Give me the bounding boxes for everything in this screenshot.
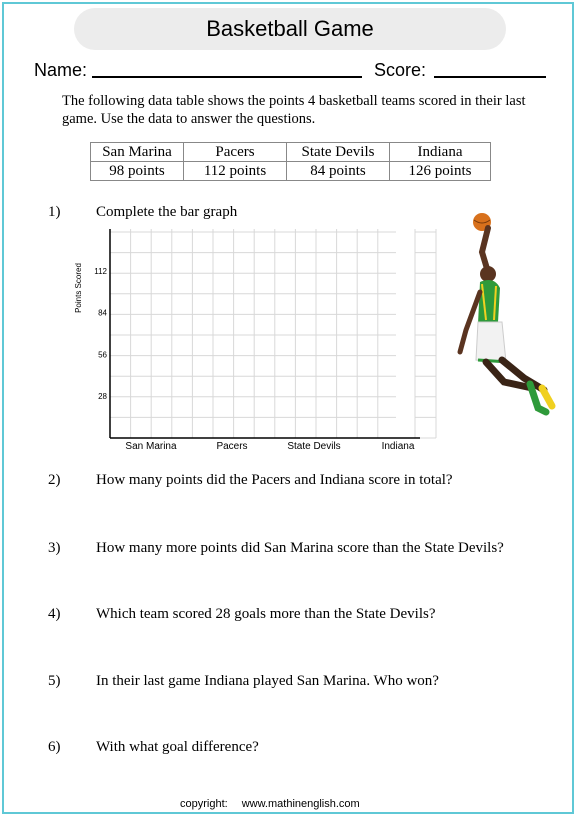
table-cell: 84 points bbox=[287, 162, 390, 181]
table-cell: 126 points bbox=[390, 162, 491, 181]
table-cell: 112 points bbox=[184, 162, 287, 181]
question-number: 1) bbox=[48, 204, 61, 220]
y-tick-label: 112 bbox=[94, 266, 107, 276]
question-number: 4) bbox=[48, 606, 61, 622]
x-tick-label: State Devils bbox=[287, 441, 341, 452]
basketball-player-image bbox=[452, 212, 562, 422]
table-header-cell: Pacers bbox=[184, 143, 287, 162]
table-header-cell: Indiana bbox=[390, 143, 491, 162]
question-text: How many points did the Pacers and Indiana score in total? bbox=[96, 472, 453, 488]
score-label: Score: bbox=[374, 60, 427, 80]
intro-text: The following data table shows the points 4 basketball teams scored in their last game. Use the data to answer the questions. bbox=[62, 93, 526, 127]
question-text: How many more points did San Marina score than the State Devils? bbox=[96, 540, 504, 556]
copyright-footer bbox=[180, 798, 360, 810]
x-tick-label: Indiana bbox=[381, 441, 415, 452]
table-header-cell: San Marina bbox=[91, 143, 184, 162]
table-header-cell: State Devils bbox=[287, 143, 390, 162]
table-cell: 98 points bbox=[91, 162, 184, 181]
x-tick-label: Pacers bbox=[216, 441, 248, 452]
question-number: 2) bbox=[48, 472, 61, 488]
chart-grid bbox=[110, 229, 436, 438]
question-number: 3) bbox=[48, 540, 61, 556]
question-number: 6) bbox=[48, 739, 61, 755]
question-text: Which team scored 28 goals more than the State Devils? bbox=[96, 606, 436, 622]
title-text: Basketball Game bbox=[206, 16, 374, 41]
name-label: Name: bbox=[34, 60, 88, 80]
y-axis-label: Points Scored bbox=[74, 263, 83, 313]
x-tick-label: San Marina bbox=[125, 441, 177, 452]
question-text: Complete the bar graph bbox=[96, 204, 238, 220]
chart-axes bbox=[110, 229, 420, 438]
copyright-site: www.mathinenglish.com bbox=[241, 798, 360, 810]
y-tick-label: 84 bbox=[98, 308, 107, 318]
y-tick-label: 28 bbox=[98, 392, 107, 402]
question-text: In their last game Indiana played San Marina. Who won? bbox=[96, 673, 439, 689]
question-number: 5) bbox=[48, 673, 61, 689]
question-text: With what goal difference? bbox=[96, 739, 259, 755]
copyright-label: copyright: bbox=[180, 798, 228, 810]
y-tick-label: 56 bbox=[98, 350, 107, 360]
